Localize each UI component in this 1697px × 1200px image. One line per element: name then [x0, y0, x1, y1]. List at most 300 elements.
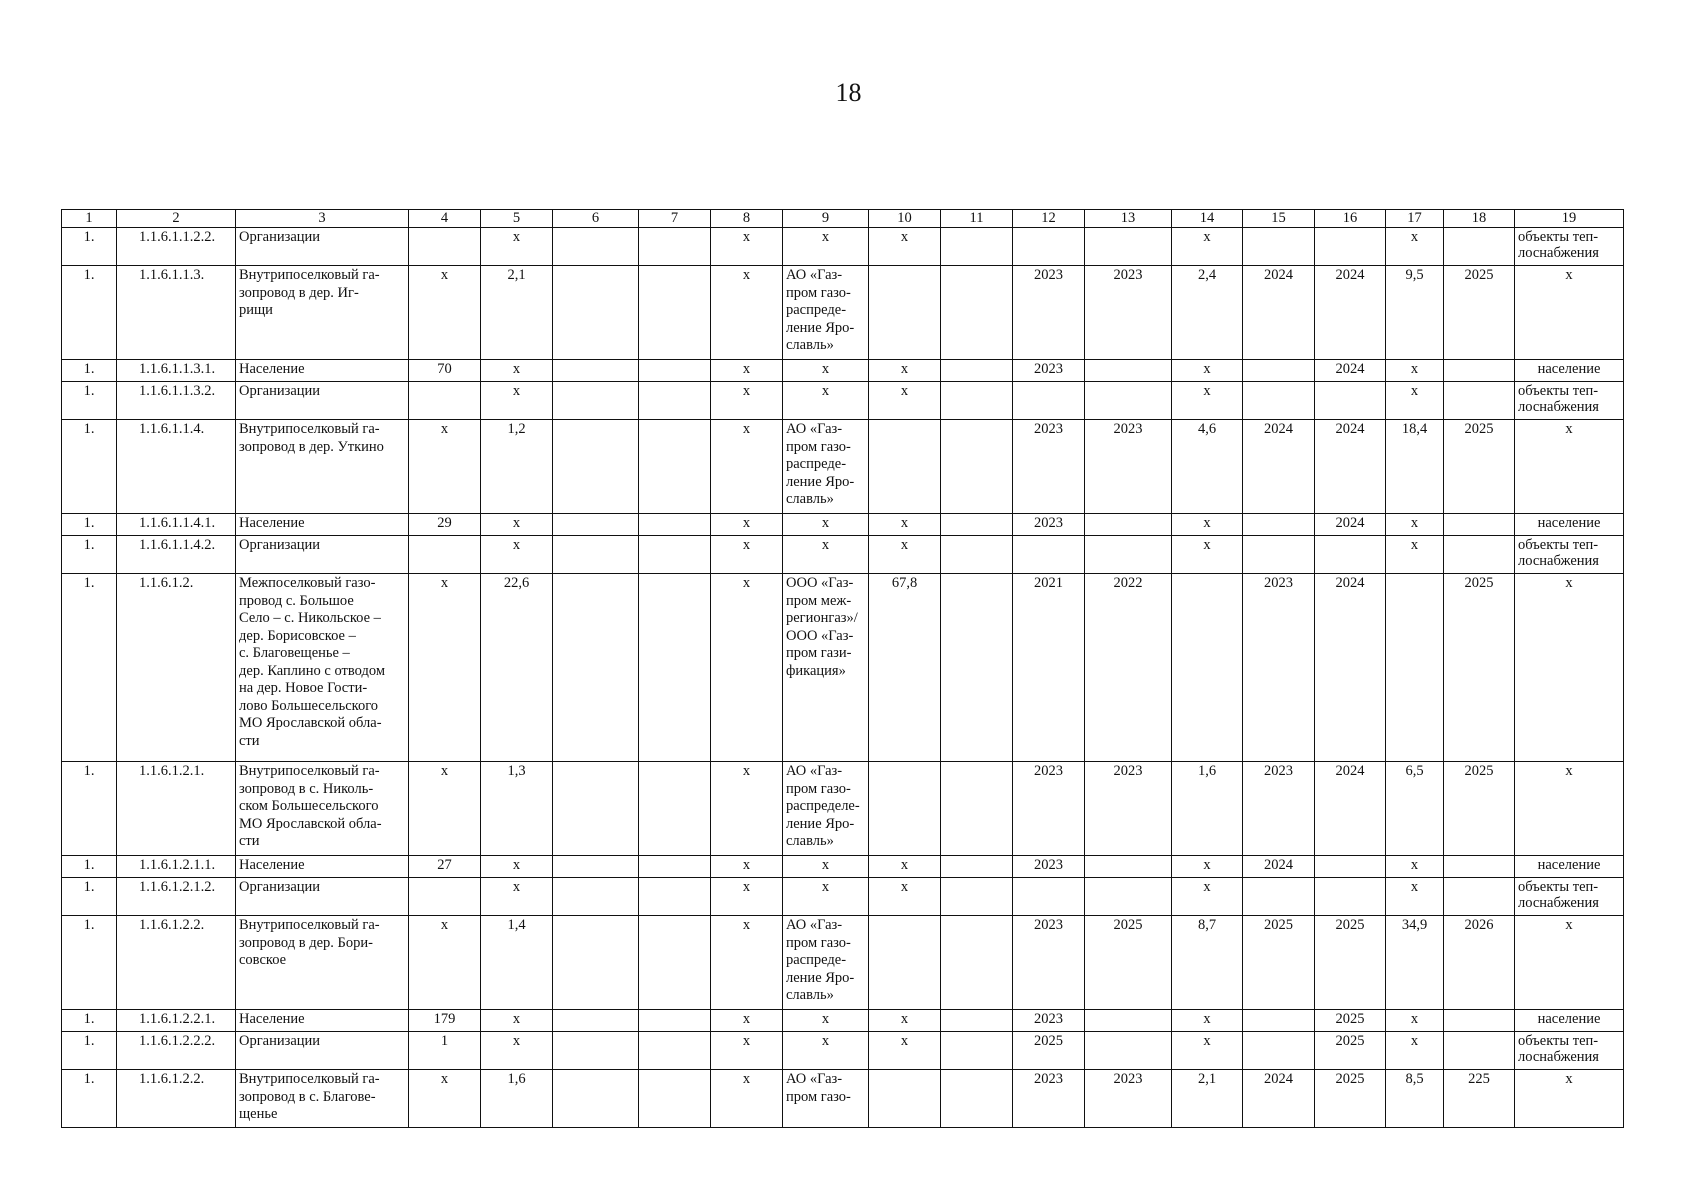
cell-text-line: ление Яро-	[786, 969, 855, 986]
table-cell: 2023	[1013, 916, 1085, 1010]
table-cell	[1013, 382, 1085, 420]
cell-text-line: сти	[239, 732, 260, 749]
table-cell: х	[409, 762, 481, 856]
table-cell	[783, 856, 869, 878]
table-cell	[1444, 856, 1515, 878]
table-cell: 1.	[62, 1010, 117, 1032]
table-cell	[236, 360, 409, 382]
cell-text-line: пром газо-	[786, 284, 851, 301]
table-cell	[639, 360, 711, 382]
table-cell: 1.1.6.1.1.3.1.	[117, 360, 236, 382]
column-number-cell: 13	[1085, 210, 1172, 228]
table-cell	[639, 514, 711, 536]
table-cell	[639, 536, 711, 574]
table-row	[62, 1032, 1624, 1070]
cell-text-line: фикация»	[786, 662, 846, 679]
table-cell	[639, 228, 711, 266]
table-cell: 2,1	[481, 266, 553, 360]
table-cell: 2,1	[1172, 1070, 1243, 1128]
table-cell: 1.	[62, 856, 117, 878]
table-cell	[236, 514, 409, 536]
cell-text-line: зопровод в дер. Иг-	[239, 284, 359, 301]
cell-text-line: на дер. Новое Гости-	[239, 680, 368, 696]
cell-text-line: Село – с. Никольское –	[239, 610, 381, 626]
table-cell	[1515, 382, 1624, 420]
cell-text-line: пром газо-	[786, 934, 851, 951]
table-cell: 2023	[1085, 762, 1172, 856]
table-cell	[869, 266, 941, 360]
cell-text-line: х	[821, 1011, 830, 1027]
column-number-cell: 16	[1315, 210, 1386, 228]
table-body	[62, 210, 1624, 1128]
table-cell: х	[409, 574, 481, 762]
column-number-cell: 6	[553, 210, 639, 228]
table-cell	[236, 1070, 409, 1128]
table-cell	[409, 536, 481, 574]
table-cell: х	[481, 1010, 553, 1032]
table-cell: 1.	[62, 420, 117, 514]
table-cell: х	[869, 1032, 941, 1070]
table-cell	[553, 856, 639, 878]
table-cell: х	[869, 382, 941, 420]
table-row	[62, 574, 1624, 762]
table-cell	[639, 420, 711, 514]
table-cell	[236, 420, 409, 514]
table-cell	[941, 916, 1013, 1010]
table-cell: х	[409, 1070, 481, 1128]
cell-text-line: зопровод в дер. Бори-	[239, 934, 373, 951]
cell-text-line: х	[1565, 421, 1573, 437]
table-cell: 2025	[1243, 916, 1315, 1010]
table-cell	[409, 228, 481, 266]
cell-text-line: х	[821, 383, 830, 399]
table-cell	[639, 574, 711, 762]
table-cell: 2023	[1013, 360, 1085, 382]
table-cell	[553, 1070, 639, 1128]
cell-text-line: Организации	[239, 1033, 321, 1049]
table-cell	[236, 762, 409, 856]
column-number-cell: 19	[1515, 210, 1624, 228]
cell-text-line: население	[1537, 857, 1601, 873]
table-cell	[639, 856, 711, 878]
column-number-cell: 2	[117, 210, 236, 228]
table-cell: 1.1.6.1.2.2.2.	[117, 1032, 236, 1070]
cell-text-line: щенье	[239, 1106, 278, 1122]
table-cell	[1243, 514, 1315, 536]
table-cell: 2023	[1013, 266, 1085, 360]
table-cell	[783, 360, 869, 382]
table-cell: 1.1.6.1.2.2.	[117, 916, 236, 1010]
table-cell	[553, 514, 639, 536]
table-cell: 1,2	[481, 420, 553, 514]
cell-text-line: ление Яро-	[786, 473, 855, 490]
cell-text-line: Внутрипоселковый га-	[239, 267, 380, 283]
table-cell	[1243, 360, 1315, 382]
table-row	[62, 762, 1624, 856]
table-cell: 2024	[1243, 266, 1315, 360]
table-cell	[869, 762, 941, 856]
table-row	[62, 266, 1624, 360]
column-number-cell: 11	[941, 210, 1013, 228]
column-number-cell: 18	[1444, 210, 1515, 228]
cell-text-line: объекты теп-	[1518, 1033, 1599, 1049]
table-cell: х	[869, 228, 941, 266]
table-cell: 2025	[1444, 266, 1515, 360]
table-cell	[236, 916, 409, 1010]
table-cell: х	[1172, 536, 1243, 574]
table-cell	[1515, 360, 1624, 382]
table-cell: 2023	[1085, 266, 1172, 360]
table-cell	[1085, 514, 1172, 536]
table-cell: 1,4	[481, 916, 553, 1010]
table-row	[62, 1010, 1624, 1032]
table-cell: 2024	[1315, 574, 1386, 762]
table-cell	[1386, 574, 1444, 762]
table-cell	[1315, 878, 1386, 916]
table-cell: 2024	[1243, 420, 1315, 514]
data-table	[61, 209, 1624, 1128]
table-cell	[1085, 856, 1172, 878]
table-cell: 29	[409, 514, 481, 536]
column-number-cell: 8	[711, 210, 783, 228]
cell-text-line: славль»	[786, 337, 834, 353]
cell-text-line: рищи	[239, 302, 273, 318]
table-cell: 8,7	[1172, 916, 1243, 1010]
table-cell	[1515, 574, 1624, 762]
cell-text-line: х	[1565, 575, 1573, 591]
table-cell	[941, 382, 1013, 420]
table-cell: 1.	[62, 266, 117, 360]
table-cell	[941, 1010, 1013, 1032]
table-cell	[1085, 382, 1172, 420]
table-cell: 1.1.6.1.2.	[117, 574, 236, 762]
table-cell	[1515, 514, 1624, 536]
table-cell	[783, 514, 869, 536]
cell-text-line: Население	[239, 857, 305, 873]
table-cell: 2024	[1315, 514, 1386, 536]
cell-text-line: АО «Газ-	[786, 421, 843, 437]
table-cell	[941, 514, 1013, 536]
table-cell	[783, 1010, 869, 1032]
table-cell: х	[869, 878, 941, 916]
table-cell	[553, 536, 639, 574]
cell-text-line: лоснабжения	[1518, 1049, 1599, 1065]
page-number: 18	[835, 78, 862, 107]
table-cell: х	[481, 228, 553, 266]
cell-text-line: ление Яро-	[786, 319, 855, 336]
table-cell: 2024	[1243, 856, 1315, 878]
table-cell: 4,6	[1172, 420, 1243, 514]
table-cell	[553, 1010, 639, 1032]
table-cell	[639, 762, 711, 856]
table-cell: 2023	[1013, 856, 1085, 878]
cell-text-line: совское	[239, 952, 287, 968]
table-cell	[1172, 574, 1243, 762]
table-cell	[941, 266, 1013, 360]
table-cell: 1.1.6.1.2.1.2.	[117, 878, 236, 916]
cell-text-line: распреде-	[786, 952, 847, 968]
cell-text-line: АО «Газ-	[786, 1071, 843, 1087]
table-cell	[1315, 856, 1386, 878]
table-cell: х	[1386, 536, 1444, 574]
table-cell: 1.	[62, 574, 117, 762]
cell-text-line: ление Яро-	[786, 815, 855, 832]
table-cell	[639, 1032, 711, 1070]
table-cell: х	[1386, 1032, 1444, 1070]
table-cell	[1515, 878, 1624, 916]
table-cell: 18,4	[1386, 420, 1444, 514]
table-cell: х	[1172, 1032, 1243, 1070]
table-cell	[236, 1010, 409, 1032]
table-cell	[783, 878, 869, 916]
cell-text-line: Внутрипоселковый га-	[239, 421, 380, 437]
table-cell: 2025	[1444, 762, 1515, 856]
table-cell: 1,6	[481, 1070, 553, 1128]
cell-text-line: ООО «Газ-	[786, 627, 854, 644]
table-cell	[941, 420, 1013, 514]
cell-text-line: лово Большесельского	[239, 697, 379, 714]
table-cell: х	[711, 266, 783, 360]
table-row	[62, 514, 1624, 536]
table-cell	[236, 1032, 409, 1070]
table-cell	[1085, 1032, 1172, 1070]
table-cell: х	[711, 1010, 783, 1032]
table-cell	[1243, 1010, 1315, 1032]
table-cell	[1444, 1032, 1515, 1070]
table-cell	[941, 228, 1013, 266]
table-cell: 2,4	[1172, 266, 1243, 360]
table-cell: 1.1.6.1.1.3.2.	[117, 382, 236, 420]
table-cell	[941, 856, 1013, 878]
cell-text-line: объекты теп-	[1518, 879, 1599, 895]
table-cell: 1.	[62, 916, 117, 1010]
table-cell	[783, 574, 869, 762]
table-cell: 2025	[1013, 1032, 1085, 1070]
table-cell	[1444, 360, 1515, 382]
table-cell	[639, 878, 711, 916]
table-cell	[639, 266, 711, 360]
cell-text-line: дер. Борисовское –	[239, 627, 356, 644]
table-cell	[1243, 878, 1315, 916]
table-cell: х	[711, 878, 783, 916]
cell-text-line: зопровод в с. Благове-	[239, 1088, 376, 1105]
cell-text-line: население	[1537, 361, 1601, 377]
table-cell: х	[409, 266, 481, 360]
table-row	[62, 878, 1624, 916]
cell-text-line: ском Большесельского	[239, 798, 379, 814]
column-number-cell: 12	[1013, 210, 1085, 228]
table-cell: х	[1386, 856, 1444, 878]
table-cell	[1444, 514, 1515, 536]
table-cell: х	[711, 514, 783, 536]
table-cell: х	[481, 856, 553, 878]
cell-text-line: х	[821, 537, 830, 553]
table-cell: 2024	[1315, 762, 1386, 856]
table-cell: х	[1386, 382, 1444, 420]
table-cell: 2025	[1315, 1032, 1386, 1070]
cell-text-line: х	[1565, 763, 1573, 779]
column-number-cell: 5	[481, 210, 553, 228]
table-cell: 2025	[1315, 1010, 1386, 1032]
cell-text-line: МО Ярославской обла-	[239, 815, 382, 832]
cell-text-line: провод с. Большое	[239, 592, 354, 609]
table-row	[62, 420, 1624, 514]
cell-text-line: пром гази-	[786, 645, 852, 661]
table-cell: х	[481, 536, 553, 574]
table-cell	[553, 762, 639, 856]
table-cell: х	[1172, 382, 1243, 420]
cell-text-line: х	[821, 857, 830, 873]
table-cell	[553, 382, 639, 420]
table-cell	[941, 762, 1013, 856]
table-cell: 1.1.6.1.1.4.2.	[117, 536, 236, 574]
table-cell: 2023	[1013, 1070, 1085, 1128]
table-cell: х	[1172, 856, 1243, 878]
table-cell	[553, 360, 639, 382]
cell-text-line: ООО «Газ-	[786, 575, 854, 591]
cell-text-line: славль»	[786, 987, 834, 1003]
cell-text-line: х	[1565, 267, 1573, 283]
table-cell	[1515, 1010, 1624, 1032]
table-cell	[1444, 228, 1515, 266]
table-cell: 2024	[1315, 266, 1386, 360]
column-number-cell: 7	[639, 210, 711, 228]
cell-text-line: Население	[239, 515, 305, 531]
cell-text-line: лоснабжения	[1518, 553, 1599, 569]
table-cell: х	[711, 360, 783, 382]
table-cell: х	[1172, 360, 1243, 382]
table-cell: х	[481, 878, 553, 916]
table-cell	[1444, 878, 1515, 916]
cell-text-line: Организации	[239, 383, 321, 399]
table-cell: х	[869, 856, 941, 878]
table-cell	[1515, 266, 1624, 360]
table-cell: х	[711, 228, 783, 266]
cell-text-line: славль»	[786, 491, 834, 507]
table-cell: 9,5	[1386, 266, 1444, 360]
table-cell: 2024	[1315, 420, 1386, 514]
table-cell	[236, 574, 409, 762]
table-cell: х	[1386, 360, 1444, 382]
column-number-cell: 15	[1243, 210, 1315, 228]
table-cell	[1243, 1032, 1315, 1070]
cell-text-line: пром газо-	[786, 438, 851, 455]
cell-text-line: х	[821, 515, 830, 531]
table-cell	[941, 536, 1013, 574]
table-cell	[236, 266, 409, 360]
table-cell	[1515, 1070, 1624, 1128]
table-cell	[1013, 878, 1085, 916]
table-cell: х	[711, 1070, 783, 1128]
table-cell	[941, 1070, 1013, 1128]
table-cell: х	[409, 916, 481, 1010]
table-cell	[1315, 382, 1386, 420]
table-cell: 1.1.6.1.1.2.2.	[117, 228, 236, 266]
table-cell	[783, 228, 869, 266]
table-cell: 2023	[1013, 420, 1085, 514]
table-cell: 2023	[1085, 420, 1172, 514]
table-cell: 2023	[1013, 1010, 1085, 1032]
table-cell	[1315, 536, 1386, 574]
table-cell: 1.1.6.1.2.1.	[117, 762, 236, 856]
table-cell: х	[711, 762, 783, 856]
table-cell: 2026	[1444, 916, 1515, 1010]
table-cell: 2025	[1444, 420, 1515, 514]
table-cell	[639, 916, 711, 1010]
table-cell: 1.1.6.1.2.2.1.	[117, 1010, 236, 1032]
table-cell: 2023	[1013, 762, 1085, 856]
table-cell	[783, 1032, 869, 1070]
table-cell	[1444, 1010, 1515, 1032]
cell-text-line: Организации	[239, 229, 321, 245]
table-cell: х	[711, 574, 783, 762]
cell-text-line: лоснабжения	[1518, 245, 1599, 261]
table-cell: х	[1386, 228, 1444, 266]
table-cell: 2024	[1315, 360, 1386, 382]
table-cell	[783, 382, 869, 420]
table-cell: х	[409, 420, 481, 514]
table-cell: х	[869, 360, 941, 382]
table-cell	[941, 574, 1013, 762]
table-cell: 1,3	[481, 762, 553, 856]
table-cell	[1515, 536, 1624, 574]
table-cell: х	[481, 360, 553, 382]
table-cell	[1243, 536, 1315, 574]
table-cell: х	[711, 856, 783, 878]
column-number-cell: 4	[409, 210, 481, 228]
column-number-cell: 17	[1386, 210, 1444, 228]
table-cell	[639, 1070, 711, 1128]
table-cell: х	[1172, 514, 1243, 536]
column-number-cell: 14	[1172, 210, 1243, 228]
table-cell: 2022	[1085, 574, 1172, 762]
cell-text-line: Население	[239, 361, 305, 377]
cell-text-line: Внутрипоселковый га-	[239, 763, 380, 779]
table-cell: х	[869, 536, 941, 574]
table-cell: 1.1.6.1.2.2.	[117, 1070, 236, 1128]
column-number-cell: 1	[62, 210, 117, 228]
header-row	[62, 210, 1624, 228]
cell-text-line: зопровод в дер. Уткино	[239, 438, 384, 455]
table-cell: 1.	[62, 360, 117, 382]
table-cell	[1085, 1010, 1172, 1032]
cell-text-line: объекты теп-	[1518, 537, 1599, 553]
table-cell	[941, 878, 1013, 916]
table-cell	[236, 382, 409, 420]
table-cell	[236, 878, 409, 916]
table-cell	[236, 856, 409, 878]
table-cell: 1.1.6.1.1.4.1.	[117, 514, 236, 536]
table-cell: 1.	[62, 878, 117, 916]
cell-text-line: пром газо-	[786, 780, 851, 797]
table-cell: 2021	[1013, 574, 1085, 762]
cell-text-line: лоснабжения	[1518, 895, 1599, 911]
table-cell	[869, 1070, 941, 1128]
table-cell: х	[711, 420, 783, 514]
table-cell	[1515, 856, 1624, 878]
cell-text-line: сти	[239, 833, 260, 849]
table-cell: х	[711, 1032, 783, 1070]
table-cell: 1,6	[1172, 762, 1243, 856]
table-cell: х	[1172, 1010, 1243, 1032]
table-cell: 2023	[1085, 1070, 1172, 1128]
table-cell	[553, 878, 639, 916]
cell-text-line: Внутрипоселковый га-	[239, 917, 380, 933]
column-number-cell: 10	[869, 210, 941, 228]
table-cell: х	[481, 1032, 553, 1070]
cell-text-line: х	[1565, 1071, 1573, 1087]
table-cell	[783, 762, 869, 856]
